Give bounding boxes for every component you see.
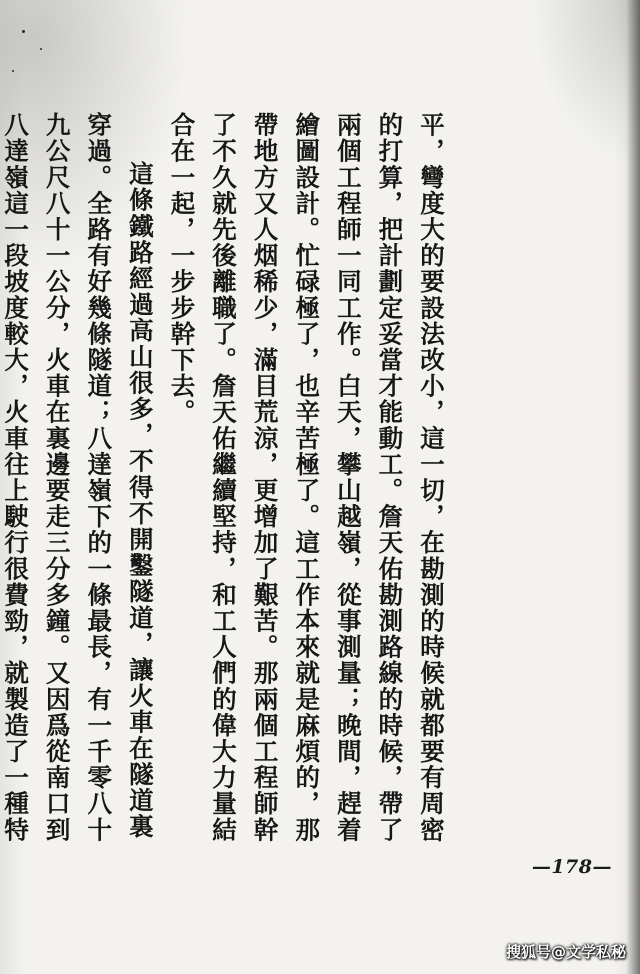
paragraph-2: 這條鐵路經過高山很多，不得不開鑿隧道，讓火車在隧道裏穿過。全路有好幾條隧道；八達嶺下的一條最長，有一千零八十九公尺八十一公分，火車在裏邊要走三分多鐘。又因爲從南口到八達嶺這一段坡度較大，火車往上駛行很費勁，就製造了一種特 [1, 112, 155, 843]
page-number: —178— [531, 856, 612, 878]
print-speck [12, 70, 14, 72]
paragraph-1: 平，彎度大的要設法改小，這一切，在勘測的時候就都要有周密的打算，把計劃定妥當才能動工。詹天佑勘測路線的時候，帶了兩個工程師一同工作。白天，攀山越嶺，從事測量；晚間，趕着繪圖設計。忙碌極了，也辛苦極了。這工作本來就是麻煩的，那帶地方又人烟稀少，滿目荒涼，更增加了艱苦。那兩個工程師幹了不久就先後離職了。詹天佑繼續堅持，和工人們的偉大力量結合在一起，一步步幹下去。 [167, 112, 446, 843]
source-watermark: 搜狐号@文学私秘 [505, 943, 626, 961]
print-speck [22, 30, 25, 33]
vertical-text-body [1, 112, 452, 852]
page-binding-shadow [626, 0, 640, 974]
print-speck [40, 48, 42, 50]
